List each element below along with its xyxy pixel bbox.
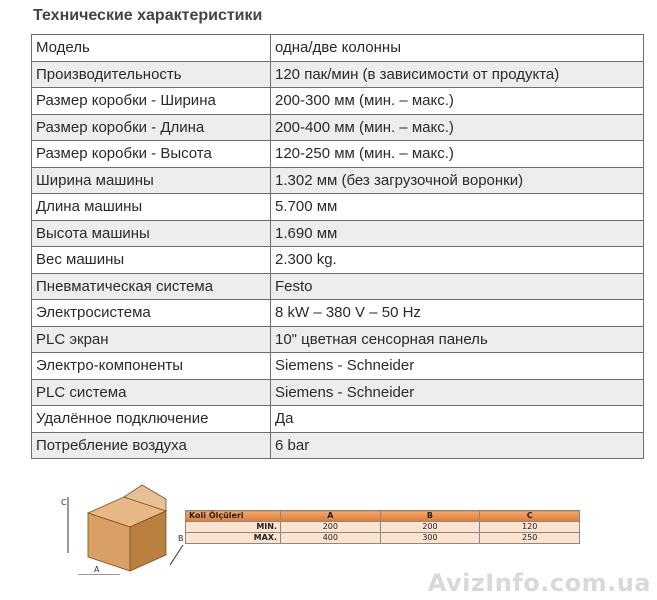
spec-label: Размер коробки - Длина — [32, 114, 271, 141]
spec-value: 2.300 kg. — [271, 247, 644, 274]
box-dimensions-table — [185, 510, 580, 544]
spec-row — [32, 326, 644, 353]
spec-label: Удалённое подключение — [32, 406, 271, 433]
dims-cell: 400 — [281, 533, 381, 544]
spec-value: 6 bar — [271, 432, 644, 459]
spec-label: Размер коробки - Высота — [32, 141, 271, 168]
spec-label: Электро-компоненты — [32, 353, 271, 380]
dims-row — [186, 533, 580, 544]
spec-value: одна/две колонны — [271, 35, 644, 62]
spec-value: 5.700 мм — [271, 194, 644, 221]
spec-value: 120 пак/мин (в зависимости от продукта) — [271, 61, 644, 88]
dims-cell: 120 — [480, 522, 580, 533]
dims-header-cell: C — [480, 511, 580, 522]
axis-b-label: B — [178, 534, 184, 543]
spec-label: Длина машины — [32, 194, 271, 221]
spec-row — [32, 353, 644, 380]
spec-label: PLC система — [32, 379, 271, 406]
spec-row — [32, 61, 644, 88]
spec-label: PLC экран — [32, 326, 271, 353]
spec-row — [32, 406, 644, 433]
spec-row — [32, 35, 644, 62]
spec-value: 120-250 мм (мин. – макс.) — [271, 141, 644, 168]
dims-row-label: MIN. — [186, 522, 281, 533]
spec-row — [32, 141, 644, 168]
spec-row — [32, 114, 644, 141]
spec-value: 200-400 мм (мин. – макс.) — [271, 114, 644, 141]
dims-cell: 300 — [380, 533, 480, 544]
spec-value: 1.690 мм — [271, 220, 644, 247]
spec-value: 200-300 мм (мин. – макс.) — [271, 88, 644, 115]
dims-header-cell: Koli Ölçüleri — [186, 511, 281, 522]
spec-row — [32, 247, 644, 274]
spec-label: Ширина машины — [32, 167, 271, 194]
box-diagram — [58, 475, 188, 575]
dims-cell: 200 — [281, 522, 381, 533]
spec-label: Электросистема — [32, 300, 271, 327]
axis-b-line — [170, 545, 183, 565]
spec-value: Festo — [271, 273, 644, 300]
spec-value: 10" цветная сенсорная панель — [271, 326, 644, 353]
spec-table — [31, 34, 644, 459]
page-title: Технические характеристики — [33, 7, 263, 24]
spec-row — [32, 167, 644, 194]
spec-row — [32, 273, 644, 300]
dims-row-label: MAX. — [186, 533, 281, 544]
dims-header-cell: B — [380, 511, 480, 522]
spec-row — [32, 432, 644, 459]
spec-row — [32, 88, 644, 115]
spec-label: Размер коробки - Ширина — [32, 88, 271, 115]
spec-value: Да — [271, 406, 644, 433]
dims-cell: 250 — [480, 533, 580, 544]
spec-label: Пневматическая система — [32, 273, 271, 300]
dims-header-row — [186, 511, 580, 522]
spec-label: Потребление воздуха — [32, 432, 271, 459]
spec-value: Siemens - Schneider — [271, 353, 644, 380]
spec-label: Высота машины — [32, 220, 271, 247]
spec-label: Производительность — [32, 61, 271, 88]
spec-row — [32, 300, 644, 327]
spec-label: Вес машины — [32, 247, 271, 274]
watermark: AvizInfo.com.ua — [427, 569, 651, 597]
dims-row — [186, 522, 580, 533]
axis-c-label: C — [61, 498, 67, 507]
spec-label: Модель — [32, 35, 271, 62]
dims-header-cell: A — [281, 511, 381, 522]
spec-value: 8 kW – 380 V – 50 Hz — [271, 300, 644, 327]
dims-cell: 200 — [380, 522, 480, 533]
axis-a-label: A — [94, 565, 100, 574]
spec-value: Siemens - Schneider — [271, 379, 644, 406]
spec-value: 1.302 мм (без загрузочной воронки) — [271, 167, 644, 194]
spec-row — [32, 194, 644, 221]
spec-row — [32, 379, 644, 406]
spec-row — [32, 220, 644, 247]
